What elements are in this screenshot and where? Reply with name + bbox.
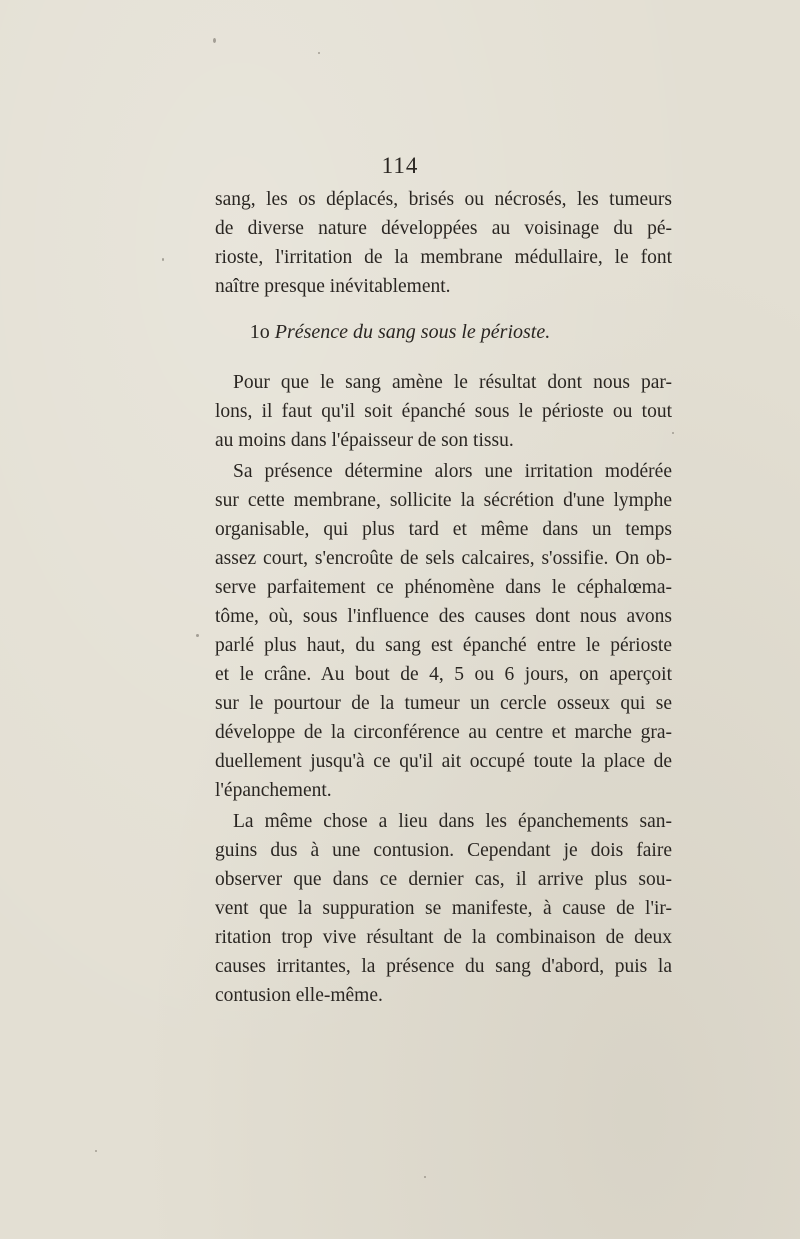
text-line: observer que dans ce dernier cas, il arrive plus sou- [215, 869, 672, 890]
text-line: Sa présence détermine alors une irritation modérée [233, 461, 672, 482]
text-line: vent que la suppuration se manifeste, à cause de l'ir- [215, 898, 672, 919]
text-line: lons, il faut qu'il soit épanché sous le périoste ou tout [215, 401, 672, 422]
text-line: assez court, s'encroûte de sels calcaires, s'ossifie. On ob- [215, 548, 672, 569]
text-line: et le crâne. Au bout de 4, 5 ou 6 jours, on aperçoit [215, 664, 672, 685]
text-line: serve parfaitement ce phénomène dans le céphalœma- [215, 577, 672, 598]
text-line: sur le pourtour de la tumeur un cercle osseux qui se [215, 693, 672, 714]
text-line: contusion elle-même. [215, 985, 383, 1006]
section-heading [0, 318, 800, 346]
text-line: développe de la circonférence au centre et marche gra- [215, 722, 672, 743]
paper-speck [424, 1176, 426, 1178]
text-line: au moins dans l'épaisseur de son tissu. [215, 430, 514, 451]
text-line: sur cette membrane, sollicite la sécrétion d'une lymphe [215, 490, 672, 511]
text-line: causes irritantes, la présence du sang d'abord, puis la [215, 956, 672, 977]
text-line: Pour que le sang amène le résultat dont nous par- [233, 372, 672, 393]
paper-speck [162, 258, 164, 261]
text-line: organisable, qui plus tard et même dans un temps [215, 519, 672, 540]
text-line: ritation trop vive résultant de la combinaison de deux [215, 927, 672, 948]
text-line: naître presque inévitablement. [215, 276, 451, 297]
text-line: sang, les os déplacés, brisés ou nécrosés, les tumeurs [215, 189, 672, 210]
section-number: 1o [249, 321, 270, 343]
paper-speck [196, 634, 199, 637]
text-line: l'épanchement. [215, 780, 332, 801]
paper-speck [672, 432, 674, 434]
page-number: 114 [381, 153, 419, 178]
text-line: rioste, l'irritation de la membrane médullaire, le font [215, 247, 672, 268]
text-line: de diverse nature développées au voisinage du pé- [215, 218, 672, 239]
paper-speck [95, 1150, 97, 1152]
text-line: parlé plus haut, du sang est épanché entre le périoste [215, 635, 672, 656]
text-line: guins dus à une contusion. Cependant je dois faire [215, 840, 672, 861]
text-line: tôme, où, sous l'influence des causes dont nous avons [215, 606, 672, 627]
text-line: La même chose a lieu dans les épanchements san- [233, 811, 672, 832]
section-title: Présence du sang sous le périoste. [274, 321, 551, 343]
paper-speck [318, 52, 320, 54]
paper-speck [213, 38, 216, 43]
text-line: duellement jusqu'à ce qu'il ait occupé toute la place de [215, 751, 672, 772]
